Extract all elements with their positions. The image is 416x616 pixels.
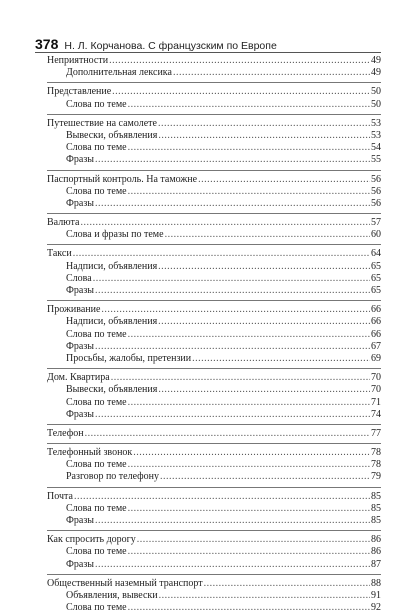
toc-subentry	[47, 261, 381, 273]
toc-entry	[47, 55, 381, 67]
entry-page-number: 86	[371, 534, 381, 546]
dot-leader	[204, 578, 370, 590]
entry-title: Слова по теме	[66, 602, 127, 614]
dot-leader	[128, 186, 370, 198]
dot-leader	[95, 198, 370, 210]
entry-title: Объявления, вывески	[66, 589, 158, 601]
entry-page-number: 87	[371, 558, 381, 570]
entry-page-number: 70	[371, 372, 381, 384]
entry-page-number: 91	[371, 589, 381, 601]
entry-page-number: 49	[371, 67, 381, 79]
entry-page-number: 53	[371, 129, 381, 141]
entry-page-number: 49	[371, 55, 381, 66]
entry-title: Проживание	[47, 304, 101, 316]
toc-subentry	[47, 471, 381, 483]
dot-leader	[95, 285, 370, 297]
entry-page-number: 66	[371, 316, 381, 328]
page-number: 378	[35, 36, 59, 52]
toc-subentry	[47, 602, 381, 614]
toc-section	[47, 244, 381, 299]
dot-leader	[158, 316, 370, 328]
entry-title: Как спросить дорогу	[47, 534, 136, 546]
dot-leader	[95, 154, 370, 166]
entry-page-number: 88	[371, 577, 381, 589]
toc-subentry	[47, 459, 381, 471]
entry-title: Неприятности	[47, 55, 109, 66]
entry-page-number: 50	[371, 86, 381, 98]
toc-subentry	[47, 409, 381, 421]
dot-leader	[133, 447, 370, 459]
entry-title: Слова по теме	[66, 185, 127, 197]
entry-title: Паспортный контроль. На таможне	[47, 173, 198, 185]
entry-page-number: 78	[371, 459, 381, 471]
entry-page-number: 92	[371, 602, 381, 614]
toc-subentry	[47, 559, 381, 571]
dot-leader	[109, 55, 370, 67]
entry-title: Слова и фразы по теме	[66, 229, 164, 241]
dot-leader	[93, 273, 370, 285]
entry-title: Надписи, объявления	[66, 260, 158, 272]
running-header	[35, 36, 277, 52]
entry-title: Надписи, объявления	[66, 316, 158, 328]
toc-subentry	[47, 273, 381, 285]
dot-leader	[80, 217, 370, 229]
entry-page-number: 55	[371, 154, 381, 166]
toc-subentry	[47, 154, 381, 166]
dot-leader	[160, 471, 370, 483]
entry-page-number: 85	[371, 515, 381, 526]
entry-page-number: 65	[371, 285, 381, 296]
entry-page-number: 60	[371, 229, 381, 241]
entry-page-number: 64	[371, 248, 381, 260]
toc-entry	[47, 372, 381, 384]
entry-title: Дом. Квартира	[47, 372, 110, 384]
running-title: Н. Л. Корчанова. С французским по Европе	[64, 40, 277, 52]
entry-page-number: 56	[371, 197, 381, 209]
entry-title: Слова по теме	[66, 328, 127, 340]
toc-subentry	[47, 130, 381, 142]
entry-page-number: 79	[371, 471, 381, 483]
dot-leader	[95, 341, 370, 353]
entry-page-number: 85	[371, 490, 381, 502]
entry-title: Телефонный звонок	[47, 447, 133, 459]
toc-subentry	[47, 99, 381, 111]
entry-title: Слова по теме	[66, 502, 127, 514]
dot-leader	[95, 559, 370, 571]
toc-subentry	[47, 384, 381, 396]
dot-leader	[173, 67, 370, 79]
entry-page-number: 86	[371, 546, 381, 558]
entry-title: Валюта	[47, 217, 80, 229]
dot-leader	[111, 372, 370, 384]
toc-entry	[47, 428, 381, 440]
toc-entry	[47, 174, 381, 186]
toc-entry	[47, 118, 381, 130]
entry-page-number: 66	[371, 304, 381, 316]
entry-page-number: 56	[371, 173, 381, 185]
entry-title: Слова по теме	[66, 396, 127, 408]
entry-page-number: 77	[371, 427, 381, 439]
toc-subentry	[47, 353, 381, 365]
entry-title: Такси	[47, 248, 72, 260]
toc-section	[47, 487, 381, 530]
entry-title: Слова	[66, 272, 92, 284]
entry-page-number: 65	[371, 260, 381, 272]
entry-title: Дополнительная лексика	[66, 67, 172, 79]
toc-entry	[47, 248, 381, 260]
toc-subentry	[47, 186, 381, 198]
dot-leader	[128, 99, 370, 111]
toc-subentry	[47, 515, 381, 527]
dot-leader	[85, 428, 370, 440]
dot-leader	[95, 515, 370, 527]
entry-page-number: 66	[371, 328, 381, 340]
entry-page-number: 71	[371, 396, 381, 408]
dot-leader	[128, 142, 370, 154]
toc-subentry	[47, 397, 381, 409]
toc-subentry	[47, 67, 381, 79]
entry-page-number: 56	[371, 185, 381, 197]
dot-leader	[128, 329, 370, 341]
dot-leader	[73, 248, 370, 260]
dot-leader	[198, 174, 370, 186]
dot-leader	[159, 590, 370, 602]
toc-subentry	[47, 142, 381, 154]
entry-title: Слова по теме	[66, 98, 127, 110]
dot-leader	[165, 229, 370, 241]
entry-page-number: 54	[371, 142, 381, 154]
toc-subentry	[47, 341, 381, 353]
entry-title: Фразы	[66, 285, 95, 296]
toc-entry	[47, 491, 381, 503]
toc-entry	[47, 86, 381, 98]
toc-section	[47, 443, 381, 486]
dot-leader	[192, 353, 370, 365]
entry-page-number: 65	[371, 272, 381, 284]
toc-section	[47, 424, 381, 442]
entry-page-number: 67	[371, 340, 381, 352]
toc-subentry	[47, 590, 381, 602]
toc-section	[47, 300, 381, 367]
entry-title: Фразы	[66, 558, 95, 570]
dot-leader	[128, 397, 370, 409]
entry-title: Просьбы, жалобы, претензии	[66, 352, 192, 364]
entry-page-number: 53	[371, 117, 381, 129]
toc-subentry	[47, 198, 381, 210]
dot-leader	[158, 118, 370, 130]
toc-subentry	[47, 329, 381, 341]
dot-leader	[158, 384, 370, 396]
dot-leader	[95, 409, 370, 421]
dot-leader	[128, 459, 370, 471]
toc-section	[47, 368, 381, 423]
toc-section	[47, 170, 381, 213]
entry-title: Вывески, объявления	[66, 384, 158, 396]
toc-entry	[47, 217, 381, 229]
table-of-contents	[47, 55, 381, 616]
entry-page-number: 85	[371, 502, 381, 514]
toc-section	[47, 530, 381, 573]
entry-title: Фразы	[66, 408, 95, 420]
entry-title: Фразы	[66, 197, 95, 209]
entry-title: Представление	[47, 86, 112, 98]
toc-section	[47, 82, 381, 112]
toc-subentry	[47, 503, 381, 515]
entry-title: Разговор по телефону	[66, 471, 159, 483]
dot-leader	[128, 546, 370, 558]
entry-title: Фразы	[66, 515, 95, 526]
dot-leader	[74, 491, 370, 503]
entry-title: Слова по теме	[66, 459, 127, 471]
toc-section	[47, 114, 381, 169]
toc-section	[47, 55, 381, 81]
entry-page-number: 78	[371, 447, 381, 459]
entry-title: Слова по теме	[66, 546, 127, 558]
entry-page-number: 74	[371, 408, 381, 420]
dot-leader	[137, 534, 370, 546]
dot-leader	[112, 86, 370, 98]
toc-subentry	[47, 229, 381, 241]
toc-subentry	[47, 546, 381, 558]
entry-title: Фразы	[66, 340, 95, 352]
entry-page-number: 57	[371, 217, 381, 229]
entry-title: Почта	[47, 490, 73, 502]
toc-subentry	[47, 316, 381, 328]
dot-leader	[101, 304, 370, 316]
toc-entry	[47, 304, 381, 316]
entry-title: Путешествие на самолете	[47, 117, 157, 129]
entry-title: Слова по теме	[66, 142, 127, 154]
entry-page-number: 70	[371, 384, 381, 396]
entry-title: Вывески, объявления	[66, 129, 158, 141]
entry-title: Телефон	[47, 427, 84, 439]
toc-entry	[47, 534, 381, 546]
toc-section	[47, 213, 381, 243]
toc-entry	[47, 447, 381, 459]
dot-leader	[128, 602, 370, 614]
toc-subentry	[47, 285, 381, 297]
entry-title: Общественный наземный транспорт	[47, 577, 203, 589]
header-rule	[35, 52, 381, 53]
toc-entry	[47, 578, 381, 590]
dot-leader	[128, 503, 370, 515]
entry-page-number: 50	[371, 98, 381, 110]
dot-leader	[158, 261, 370, 273]
entry-title: Фразы	[66, 154, 95, 166]
entry-page-number: 69	[371, 352, 381, 364]
dot-leader	[158, 130, 370, 142]
